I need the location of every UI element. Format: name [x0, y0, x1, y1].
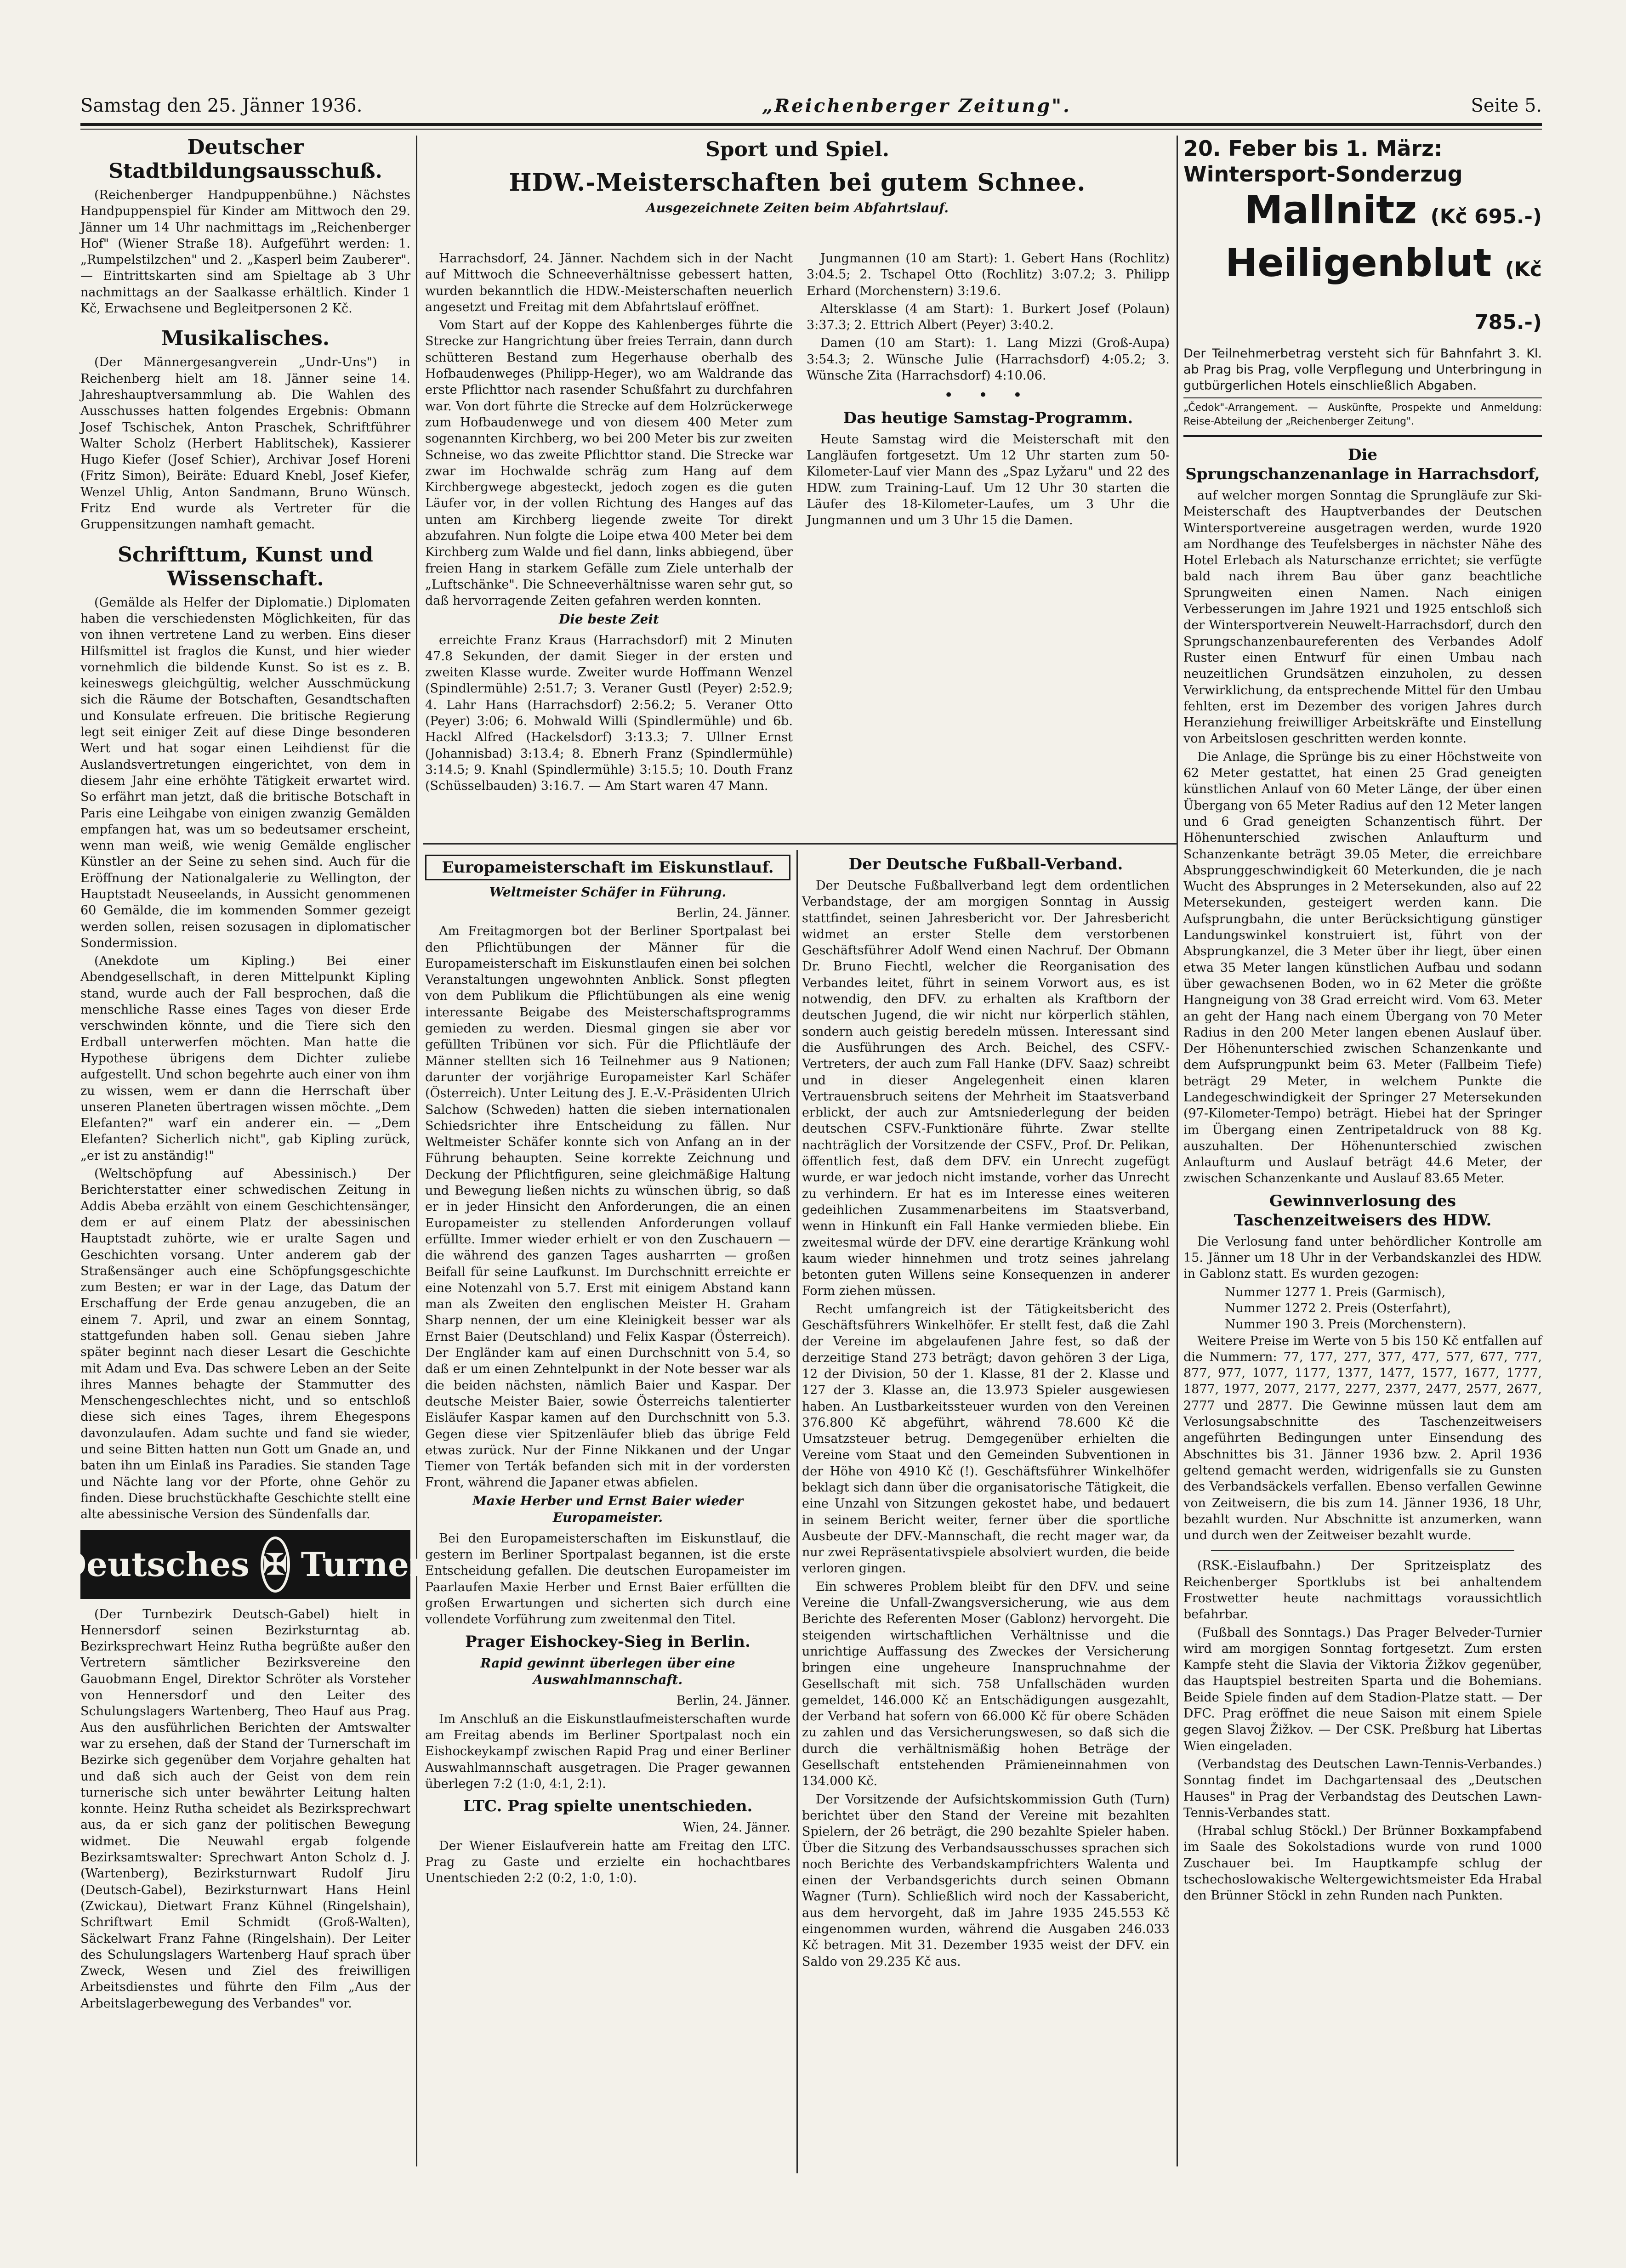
hdw-subhead-best-time: Die beste Zeit: [559, 611, 659, 627]
ltc-text: Der Wiener Eislaufverein hatte am Freitag den LTC. Prag zu Gaste und erzielte ein hochachtbares Unentschieden 2:2 (0:2, 1:0, 1:0).: [425, 1838, 790, 1886]
running-head: [80, 90, 1542, 122]
subhead-hdw: Ausgezeichnete Zeiten beim Abfahrtslauf.: [646, 200, 949, 215]
section-label-sport: Sport und Spiel.: [705, 138, 890, 161]
verlosung-text-1: Die Verlosung fand unter behördlicher Kontrolle am 15. Jänner um 18 Uhr in der Verbandskanzlei des HDW. in Gablonz statt. Es wurden gezogen:: [1183, 1234, 1542, 1281]
hdw-damen: Damen (10 am Start): 1. Lang Mizzi (Groß-Aupa) 3:54.3; 2. Wünsche Julie (Harrachsdorf) 4:05.2; 3. Wünsche Zita (Harrachsdorf) 4:10.06.: [807, 336, 1170, 383]
sport-header: [425, 136, 1170, 250]
section-divider: [1211, 1550, 1514, 1551]
subhead-rapid: Rapid gewinnt überlegen über eine Auswahlmannschaft.: [480, 1656, 735, 1688]
article-text-abessinien: (Weltschöpfung auf Abessinisch.) Der Berichterstatter einer schwedischen Zeitung in Addis Abeba erzählt von einem Geschichtensänger, dem er auf einem Platz der abessinischen Hauptstadt zuhörte, wie er uralte Sagen und Geschichten vorsang. Unter anderem gab der Straßensänger auch eine Schöpfungsgeschichte zum Besten; er war in der Lage, das Datum der Erschaffung der Erde genau anzugeben, die an einem 7. April, und zwar an einem Sonntag, stattgefunden haben soll. Genau sieben Jahre später beginnt nach dieser Lesart die Geschichte mit Adam und Eva. Das schwere Leben an der Seite ihres Mannes behagte der Stammutter des Menschengeschlechtes nicht, und so entschloß diese sich eines Tages, ihrem Ehegespons davonzulaufen. Adam suchte und fand sie wieder, und seine Bitten hatten nun Gott um Gnade an, und baten ihn um Einlaß ins Paradies. Sie standen Tage und Nächte lang vor der Pforte, ohne Gehör zu finden. Diese bruchstückhafte Geschichte stellt eine alte abessinische Version des Sündenfalls dar.: [80, 1167, 410, 1522]
hrabal-text: (Hrabal schlug Stöckl.) Der Brünner Boxkampfabend im Saale des Sokolstadions wurde von rund 1000 Zuschauer bei. Im Hauptkampfe schlug der tschechoslowakische Weltergewichtsmeister Eda Hrabal den Brünner Stöckl in zehn Runden nach Punkten.: [1183, 1824, 1542, 1903]
hdw-article-right: [807, 250, 1170, 848]
headline-gewinnverlosung: Gewinnverlosung des Taschenzeitweisers des HDW.: [1234, 1191, 1492, 1230]
headline-ltc: LTC. Prag spielte unentschieden.: [463, 1797, 753, 1816]
ad-contact: „Čedok"-Arrangement. — Auskünfte, Prospekte und Anmeldung: Reise-Abteilung der „Reichenberger Zeitung".: [1183, 397, 1542, 429]
ad-train: Wintersport-Sonderzug: [1183, 162, 1463, 187]
article-text-turnbezirk: (Der Turnbezirk Deutsch-Gabel) hielt in Hennersdorf seinen Bezirksturntag ab. Bezirksprechwart Heinz Rutha begrüßte außer den Vertretern sämtlicher Bezirksvereine den Gauobmann Engel, Direktor Schröter als Vorsteher von Hennersdorf und den Leiter des Schulungslagers Wartenberg, Theo Hauf aus Prag. Aus den ausführlichen Berichten der Amtswalter war zu ersehen, daß der Stand der Turnerschaft im Bezirke sich gegenüber dem Vorjahre gehalten hat und daß sich auch der Geist von dem rein turnerische sich unter bewährter Leitung halten konnte. Heinz Rutha scheidet als Bezirksprechwart aus, da er sich ganz der politischen Bewegung widmet. Die Neuwahl ergab folgende Bezirksamtswalter: Sprechwart Anton Scholz d. J. (Wartenberg), Bezirksturnwart Rudolf Jiru (Deutsch-Gabel), Bezirksturnwart Hans Heinl (Zwickau), Dietwart Franz Kühnel (Ringelshain), Schriftwart Emil Schmidt (Groß-Walten), Säckelwart Franz Fahne (Ringelshain). Der Leiter des Schulungslagers Wartenberg Hauf sprach über Zweck, Wesen und Ziel des freiwilligen Arbeitsdienstes und führte den Film „Aus der Arbeitslagerbewegung des Verbandes" vor.: [80, 1607, 410, 2011]
prize-list: [1183, 1284, 1542, 1333]
turnen-banner: [57, 1530, 433, 1599]
dateline-wien: Wien, 24. Jänner.: [682, 1820, 790, 1835]
dateline-berlin: Berlin, 24. Jänner.: [676, 906, 790, 920]
headline-hdw: HDW.-Meisterschaften bei gutem Schnee.: [509, 169, 1086, 197]
title-die: Die: [1347, 446, 1378, 464]
issue-date: Samstag den 25. Jänner 1936.: [80, 95, 363, 116]
headline-sprungschanze: Sprungschanzenanlage in Harrachsdorf,: [1185, 465, 1540, 483]
hdw-article-left: [425, 250, 793, 843]
column-3: [802, 850, 1170, 2173]
fussball-text-4: Der Vorsitzende der Aufsichtskommission Guth (Turn) berichtet über den Stand der Vereine mit bezahlten Spielern, der 26 beträgt, die 290 bezahlte Spieler haben. Über die Sitzung des Verbandsausschusses sprachen sich noch Berichte des Verbandskampfrichters Walenta und einen der Verbandsgerichts durch seinen Obmann Wagner (Turn). Schließlich wird noch der Kassabericht, aus dem hervorgeht, daß im Jahre 1935 245.553 Kč eingenommen wurden, während die Ausgaben 246.033 Kč betragen. Mit 31. Dezember 1935 weist der DFV. ein Saldo von 29.235 Kč aus.: [802, 1792, 1170, 1969]
article-text-stadtbildung: (Reichenberger Handpuppenbühne.) Nächstes Handpuppenspiel für Kinder am Mittwoch den 29. Jänner um 14 Uhr nachmittags im „Reichenberger Hof" (Wiener Straße 18). Aufgeführt werden: 1. „Rumpelstilzchen" und 2. „Kasperl beim Zauberer". — Eintrittskarten sind am Spieltage ab 3 Uhr nachmittags an der Saalkasse erhältlich. Kinder 1 Kč, Erwachsene und Begleitpersonen 2 Kč.: [80, 188, 410, 316]
ad-dates: 20. Feber bis 1. März:: [1183, 136, 1443, 161]
ad-dest-name: Heiligenblut: [1225, 240, 1492, 285]
article-text-diplomatie: (Gemälde als Helfer der Diplomatie.) Diplomaten haben die verschiedensten Möglichkeiten, für das von ihnen vertretene Land zu werben. Eins dieser Hilfsmittel ist fraglos die Kunst, und hier wieder vornehmlich die bildende Kunst. So ist es z. B. keineswegs gleichgültig, welcher Ausschmückung sich die Räume der Botschaften, Gesandtschaften und Konsulate erfreuen. Die britische Regierung legt seit einiger Zeit auf diese Dinge besonderen Wert und hat sogar einen Leihdienst für die Auslandsvertretungen eingerichtet, von dem in diesem Jahr eine erhöhte Tätigkeit erwartet wird. So erfährt man jetzt, daß die britische Botschaft in Paris eine Leihgabe von einigen zwanzig Gemälden empfangen hat, was um so bedeutsamer erscheint, wenn man weiß, wie wenig Gemälde englischer Künstler an der Seine zu sehen sind. Auch für die Eröffnung der Nationalgalerie zu Wellington, der Hauptstadt Neuseelands, in Aussicht genommenen 60 Gemälde, die im kommenden Sommer gezeigt werden sollen, reisen sozusagen in diplomatischer Sondermission.: [80, 595, 410, 950]
article-title-schrifttum: Schrifttum, Kunst und Wissenschaft.: [118, 543, 373, 590]
tennis-text: (Verbandstag des Deutschen Lawn-Tennis-Verbandes.) Sonntag findet im Dachgartensaal des „Deutschen Hauses" in Prag der Verbandstag des Deutschen Lawn-Tennis-Verbandes statt.: [1183, 1757, 1542, 1820]
column-rule: [416, 136, 417, 2166]
fussball-text-3: Ein schweres Problem bleibt für den DFV. und seine Vereine die Unfall-Zwangsversicherung, wie aus dem Berichte des Referenten Moser (Gablonz) hervorgeht. Die steigenden wirtschaftlichen Verhältnisse und die unrichtige Auffassung des Zweckes der Versicherung bringen eine ungeheure Inanspruchnahme der Gesellschaft mit sich. 758 Unfallschäden wurden gemeldet, 146.000 Kč an Entschädigungen ausgezahlt, der Verband hat sofern von 66.000 Kč für obere Schäden zu zahlen und das Versicherungswesen, so daß sich die durch die verhältnismäßig hohen Beträge der Gesellschaft entstehenden Prämieneinnahmen von 134.000 Kč.: [802, 1579, 1170, 1789]
prize-item: Nummer 1277 1. Preis (Garmisch),: [1225, 1285, 1446, 1299]
hdw-text-2: Vom Start auf der Koppe des Kahlenberges führte die Strecke zur Hangrichtung über freies Terrain, dann durch schütteren Bestand zum Hegerhause oberhalb des Hofbaudenweges (Philipp-Heger), wo am Waldrande das erste Pflichttor nach rasender Schußfahrt zu durchfahren war. Von dort führte die Strecke auf dem Holzrückerwege zum Hofbaudenwege und von diesem 400 Meter zum sogenannten Kirchberg, wo bei 200 Meter bis zur zweiten Schneise, wo das zweite Pflichttor stand. Die Strecke war zwar im Hochwalde schräg zum Hang auf dem Kirchbergwege abgesteckt, jedoch zogen es die guten Läufer vor, in der vollen Richtung des Hanges auf das unten am Kirchberg liegende zweite Tor direkt abzufahren. Nun folgte die Loipe etwa 400 Meter bei dem Kirchberg zum Walde und fiel dann, links abbiegend, über freien Hang in starkem Gefälle zum Ziele unterhalb der „Luftschänke". Die Schneeverhältnisse waren sehr gut, so daß hervorragende Zeiten gefahren werden konnten.: [425, 318, 793, 608]
dateline-berlin-2: Berlin, 24. Jänner.: [676, 1694, 790, 1708]
ad-dest-price: (Kč 695.-): [1430, 205, 1542, 228]
page-number: Seite 5.: [1471, 95, 1542, 116]
sprungschanze-text-2: Die Anlage, die Sprünge bis zu einer Höchstweite von 62 Meter gestattet, hat einen 25 Grad geneigten künstlichen Anlauf von 60 Meter Länge, der über einen Übergang von 65 Meter Radius auf den 12 Meter langen und 6 Grad geneigten Schanzentisch führt. Der Höhenunterschied zwischen Anlaufturm und Schanzenkante beträgt 39.05 Meter, die erreichbare Absprunggeschwindigkeit 60 Meterkunden, die je nach Wucht des Absprunges in 2 Metersekunden, also auf 22 Metersekunden, gesteigert werden kann. Die Aufsprungbahn, die unter Berücksichtigung günstiger Landungswinkel konstruiert ist, führt von der Absprungkanzel, die 3 Meter über ihr liegt, über einen etwa 35 Meter langen künstlichen Aufbau und sodann über gewachsenen Boden, wo in 62 Meter die größte Hangneigung von 38 Grad erreicht wird. Vom 63. Meter an geht der Hang nach einem Übergang von 70 Meter Radius in den 200 Meter langen ebenen Auslauf über. Der Höhenunterschied zwischen Schanzenkante und dem Aufsprungpunkt beim 63. Meter (Fallbeim Tiefe) beträgt 29 Meter, in welchem Punkte die Landegeschwindigkeit der Springer 27 Metersekunden (97-Kilometer-Tempo) beträgt. Hiebei hat der Springer im Übergang einen Zentripetaldruck von 88 Kg. auszuhalten. Der Höhenunterschied zwischen Anlaufturm und Auslauf beträgt 44.6 Meter, der zwischen Schanzenkante und Auslauf 83.65 Meter.: [1183, 749, 1542, 1186]
column-2-bottom: [425, 850, 790, 2173]
hdw-text-3: erreichte Franz Kraus (Harrachsdorf) mit 2 Minuten 47.8 Sekunden, der damit Sieger in der ersten und zweiten Klasse wurde. Zweiter wurde Hoffmann Wenzel (Spindlermühle) 2:51.7; 3. Veraner Gustl (Peyer) 2:52.9; 4. Lahr Hans (Harrachsdorf) 2:56.2; 5. Veraner Otto (Peyer) 3:06; 6. Mohwald Willi (Spindlermühle) und 6b. Hackl Alfred (Hackelsdorf) 3:13.3; 7. Ullner Ernst (Johannisbad) 3:13.4; 8. Ebnerh Franz (Spindlermühle) 3:14.5; 9. Knahl (Spindlermühle) 3:15.5; 10. Douth Franz (Schüsselbauden) 3:16.7. — Am Start waren 47 Mann.: [425, 633, 793, 794]
eislaufbahn-text: (RSK.-Eislaufbahn.) Der Spritzeisplatz des Reichenberger Sportklubs ist bei anhaltendem Frostwetter heute nachmittags voraussichtlich befahrbar.: [1183, 1559, 1542, 1622]
herber-baier-text: Bei den Europameisterschaften im Eiskunstlauf, die gestern im Berliner Sportpalast begannen, ist die erste Entscheidung gefallen. Die deutschen Europameister im Paarlaufen Maxie Herber und Ernst Baier erfüllten die großen Erwartungen und sicherten sich durch eine vollendete Vorführung zum zweitenmal den Titel.: [425, 1531, 790, 1627]
banner-word-right: Turnen: [301, 1544, 433, 1584]
column-rule: [796, 850, 798, 2173]
fussball-text-2: Recht umfangreich ist der Tätigkeitsbericht des Geschäftsführers Winkelhöfer. Er stellt fest, daß die Zahl der Vereine im abgelaufenen Jahre fest, so daß der derzeitige Stand 273 beträgt; davon gehören 3 der Liga, 12 der Division, 50 der 1. Klasse, 81 der 2. Klasse und 127 der 3. Klasse an, die 13.973 Spieler ausgewiesen haben. An Lustbarkeitssteuer wurden von den Vereinen 376.800 Kč abgeführt, während 78.600 Kč die Umsatzsteuer betrug. Demgegenüber erhielten die Vereine vom Staat und den Gemeinden Subventionen in der Höhe von 4910 Kč (!). Geschäftsführer Winkelhöfer beklagt sich dann über die organisatorische Tätigkeit, die eine Unzahl von Sitzungen gekostet habe, und bedauert in seinem Bericht weiter, ferner über die sportliche Ausbeute der DFV.-Mannschaft, die recht mager war, da nur zwei Repräsentativspiele absolviert wurden, die beide verloren gingen.: [802, 1302, 1170, 1576]
head-rule-thin: [80, 129, 1542, 130]
prize-item: Nummer 190 3. Preis (Morchenstern).: [1225, 1317, 1467, 1332]
article-title-musik: Musikalisches.: [161, 327, 330, 351]
article-title-stadtbildung: Deutscher Stadtbildungsausschuß.: [108, 136, 382, 183]
hdw-jungmannen: Jungmannen (10 am Start): 1. Gebert Hans (Rochlitz) 3:04.5; 2. Tschapel Otto (Rochlitz) 3:07.2; 3. Philipp Erhard (Morchenstern) 3:19.6.: [807, 251, 1170, 298]
column-rule: [1177, 136, 1178, 2166]
eiskunstlauf-text: Am Freitagmorgen bot der Berliner Sportpalast bei den Pflichtübungen der Männer für die Europameisterschaft im Eiskunstlaufen einen bei solchen Veranstaltungen ungewohnten Anblick. Sonst pflegten von dem Publikum die Pflichtübungen als eine wenig interessante Beigabe des Meisterschaftsprogramms gemieden zu werden. Diesmal gingen sie aber vor gefüllten Tribünen vor sich. Für die Pflichtläufe der Männer stellten sich 16 Teilnehmer aus 9 Nationen; darunter der vorjährige Europameister Karl Schäfer (Österreich). Unter Leitung des J. E.-V.-Präsidenten Ulrich Salchow (Schweden) hatten die sieben internationalen Schiedsrichter ihre Entscheidung zu fällen. Nur Weltmeister Schäfer konnte sich von Anfang an in der Führung behaupten. Seine korrekte Zeichnung und Deckung der Pflichtfiguren, seine gleichmäßige Haltung und Bewegung ließen nichts zu wünschen übrig, so daß er in jeder Hinsicht den Anforderungen, die an einen Europameister zu stellenden Anforderungen vollauf erfüllte. Immer wieder erhielt er von den Zuschauern — die während des ganzen Tages ausharrten — großen Beifall für seine Laufkunst. Im Durchschnitt erreichte er eine Notenzahl von 5.7. Erst mit einigem Abstand kann man als Zweiten den englischen Meister H. Graham Sharp nennen, der um eine Kleinigkeit besser war als Ernst Baier (Deutschland) und Felix Kaspar (Österreich). Der Engländer kam auf einen Durchschnitt von 5.4, so daß er um einen Zehntelpunkt in der Note besser war als die beiden nächsten, nämlich Baier und Kaspar. Der deutsche Meister Baier, sowie Österreichs talentierter Eisläufer Kaspar kamen auf den Durchschnitt von 5.3. Gegen diese vier Spitzenläufer blieb das übrige Feld etwas zurück. Nur der Finne Nikkanen und der Ungar Tiemer von Terták befanden sich mit in der vordersten Front, während die Japaner etwas abfielen.: [425, 924, 790, 1490]
headline-eiskunstlauf: Europameisterschaft im Eiskunstlauf.: [425, 855, 790, 880]
ad-dest-price: (Kč 785.-): [1474, 258, 1542, 334]
article-text-kipling: (Anekdote um Kipling.) Bei einer Abendgesellschaft, in deren Mittelpunkt Kipling stand, wurde auch der Fall besprochen, daß die menschliche Rasse eines Tages von dieser Erde verschwinden könnte, und die Tiere sich den Erdball unterwerfen möchten. Man hatte die Hypothese übrigens dem Dichter zuliebe aufgestellt. Und schon begehrte auch einer von ihm zu wissen, wem er dann die Herrschaft über unseren Planeten übertragen wissen möchte. „Dem Elefanten?" warf ein anderer ein. — „Dem Elefanten? Sicherlich nicht", gab Kipling zurück, „er ist zu anständig!": [80, 954, 410, 1163]
column-4: [1183, 136, 1542, 2166]
program-title: Das heutige Samstag-Programm.: [843, 408, 1133, 427]
head-rule: [80, 123, 1542, 126]
headline-fussballverband: Der Deutsche Fußball-Verband.: [848, 855, 1123, 873]
subhead-schaefer: Weltmeister Schäfer in Führung.: [489, 885, 727, 900]
column-1: [57, 136, 433, 2166]
separator-dots: • • •: [944, 386, 1032, 405]
hdw-altersklasse: Altersklasse (4 am Start): 1. Burkert Josef (Polaun) 3:37.3; 2. Ettrich Albert (Peyer) 3:40.2.: [807, 301, 1170, 333]
sprungschanze-text-1: auf welcher morgen Sonntag die Sprungläufe zur Ski-Meisterschaft des Hauptverbandes der Deutschen Wintersportvereine ausgetragen werden, wurde 1920 am Nordhange des Teufelsberges in nächster Nähe des Hotel Erlebach als Naturschanze errichtet; sie verfügte bald nach ihrem Bau über ganz beachtliche Sprungweiten einen Namen. Nach einigen Verbesserungen im Jahre 1921 und 1925 entschloß sich der Wintersportverein Neuwelt-Harrachsdorf, durch den Sprungschanzenbaureferenten des Verbandes Adolf Ruster einen Entwurf für einen Umbau nach neuzeitlichen Grundsätzen einzuholen, zu dessen Verwirklichung, da entsprechende Mittel für den Umbau fehlten, erst im Dezember des vorigen Jahres durch Heranziehung freiwilliger Arbeitskräfte und Einstellung von Arbeitslosen geschritten werden konnte.: [1183, 488, 1542, 746]
ad-dest-name: Mallnitz: [1244, 187, 1417, 232]
newspaper-title: „Reichenberger Zeitung".: [762, 95, 1071, 117]
eishockey-text: Im Anschluß an die Eiskunstlaufmeisterschaften wurde am Freitag abends im Berliner Sportpalast noch ein Eishockeykampf zwischen Rapid Prag und einer Berliner Auswahlmannschaft ausgetragen. Die Prager gewannen überlegen 7:2 (1:0, 4:1, 2:1).: [425, 1712, 790, 1791]
banner-word-left: Deutsches: [57, 1544, 250, 1584]
verlosung-text-2: Weitere Preise im Werte von 5 bis 150 Kč entfallen auf die Nummern: 77, 177, 277, 377, 477, 577, 677, 777, 877, 977, 1077, 1177, 1377, 1477, 1577, 1677, 1777, 1877, 1977, 2077, 2177, 2277, 2377, 2477, 2577, 2677, 2777 und 2877. Die Gewinne müssen laut dem am Verlosungsabschnitte des Taschenzeitweisers angeführten Bedingungen unter Einsendung des Abschnittes bis 31. Jänner 1936 bzw. 2. April 1936 geltend gemacht werden, widrigenfalls sie zu Gunsten des Verbandsäckels verfallen. Ebenso verfallen Gewinne von Zeitweisern, die bis zum 14. Jänner 1936, 18 Uhr, bezahlt wurden. Nur Abschnitte ist anzumerken, wann und durch wen der Zeitweiser bezahlt wurde.: [1183, 1333, 1542, 1543]
program-text: Heute Samstag wird die Meisterschaft mit den Langläufen fortgesetzt. Um 12 Uhr starten zum 50-Kilometer-Lauf vier Mann des „Spaz Lyžaru" und 22 des HDW. zum Training-Lauf. Um 12 Uhr 30 starten die Läufer des 18-Kilometer-Laufes, um 3 Uhr die Jungmannen und um 3 Uhr 15 die Damen.: [807, 432, 1170, 528]
fussball-text-1: Der Deutsche Fußballverband legt dem ordentlichen Verbandstage, der am morgigen Sonntag in Aussig stattfindet, seinen Jahresbericht vor. Der Jahresbericht widmet an erster Stelle dem verstorbenen Geschäftsführer Adolf Wend einen Nachruf. Der Obmann Dr. Bruno Fiechtl, welcher die Reorganisation des Verbandes leitet, führt in seinem Vorwort aus, es ist notwendig, den DFV. zu erhalten als Kraftborn der deutschen Jugend, die wir nicht nur körperlich stählen, sondern auch geistig beredeln müssen. Interessant sind die Ausführungen des Arch. Beichel, des CSFV.-Vertreters, der auch zum Fall Hanke (DFV. Saaz) schreibt und in dieser Angelegenheit einen klaren Vertrauensbruch seitens der Mehrheit im Staatsverband erblickt, der auch zur Amtsniederlegung der beiden deutschen CSFV.-Funktionäre führte. Zwar stellte nachträglich der Vorsitzende der CSFV., Prof. Dr. Pelikan, öffentlich fest, daß dem DFV. ein Unrecht zugefügt wurde, er war jedoch nicht imstande, vorher das Unrecht zu verhindern. Er hat es im Interesse eines weiteren gedeihlichen Zusammenarbeitens im Staatsverband, wenn in Hinkunft ein Fall Hanke vermieden bliebe. Ein zweitesmal würde der DFV. eine derartige Kränkung wohl kaum wieder hinnehmen und trotz seines jahrelang betonten guten Willens seine Konsequenzen in anderer Form ziehen müssen.: [802, 879, 1170, 1298]
turner-emblem-icon: ✠: [261, 1537, 290, 1593]
headline-prager-eishockey: Prager Eishockey-Sieg in Berlin.: [465, 1633, 750, 1651]
prize-item: Nummer 1272 2. Preis (Osterfahrt),: [1225, 1301, 1451, 1315]
article-text-musik: (Der Männergesangverein „Undr-Uns") in Reichenberg hielt am 18. Jänner seine 14. Jahreshauptversammlung ab. Die Wahlen des Ausschusses hatten folgendes Ergebnis: Obmann Josef Tschischek, Anton Praschek, Schriftführer Walter Scholz (Herbert Hablitschek), Kassierer Hugo Kiefer (Josef Schier), Archivar Josef Horeni (Fritz Simon), Beiräte: Eduard Knebl, Josef Kiefer, Wenzel Uhlig, Anton Sandmann, Bruno Wünsch. Fritz End wurde als Vertreter für die Gruppensitzungen namhaft gemacht.: [80, 355, 410, 532]
advertisement-sonderzug: [1183, 136, 1542, 437]
subhead-herber-baier: Maxie Herber und Ernst Baier wieder Europameister.: [472, 1493, 744, 1525]
ad-destination-heiligenblut: [1183, 240, 1542, 346]
hdw-text-1: Harrachsdorf, 24. Jänner. Nachdem sich in der Nacht auf Mittwoch die Schneeverhältnisse gebessert hatten, wurden bekanntlich die HDW.-Meisterschaften neuerlich angesetzt und Freitag mit dem Abfahrtslauf eröffnet.: [425, 251, 793, 314]
ad-info: Der Teilnehmerbetrag versteht sich für Bahnfahrt 3. Kl. ab Prag bis Prag, volle Verpflegung und Unterbringung in gutbürgerlichen Hotels einschließlich Abgaben.: [1183, 346, 1542, 393]
fussball-sonntag-text: (Fußball des Sonntags.) Das Prager Belveder-Turnier wird am morgigen Sonntag fortgesetzt. Zum ersten Kampfe steht die Slavia der Viktoria Žižkov gegenüber, das Hauptspiel bestreiten Sparta und die Bohemians. Beide Spiele finden auf dem Stadion-Platze statt. — Der DFC. Prag eröffnet die neue Saison mit einem Spiele gegen Slavoj Žižkov. — Der CSK. Preßburg hat Libertas Wien eingeladen.: [1183, 1625, 1542, 1753]
ad-destination-mallnitz: [1183, 187, 1542, 240]
